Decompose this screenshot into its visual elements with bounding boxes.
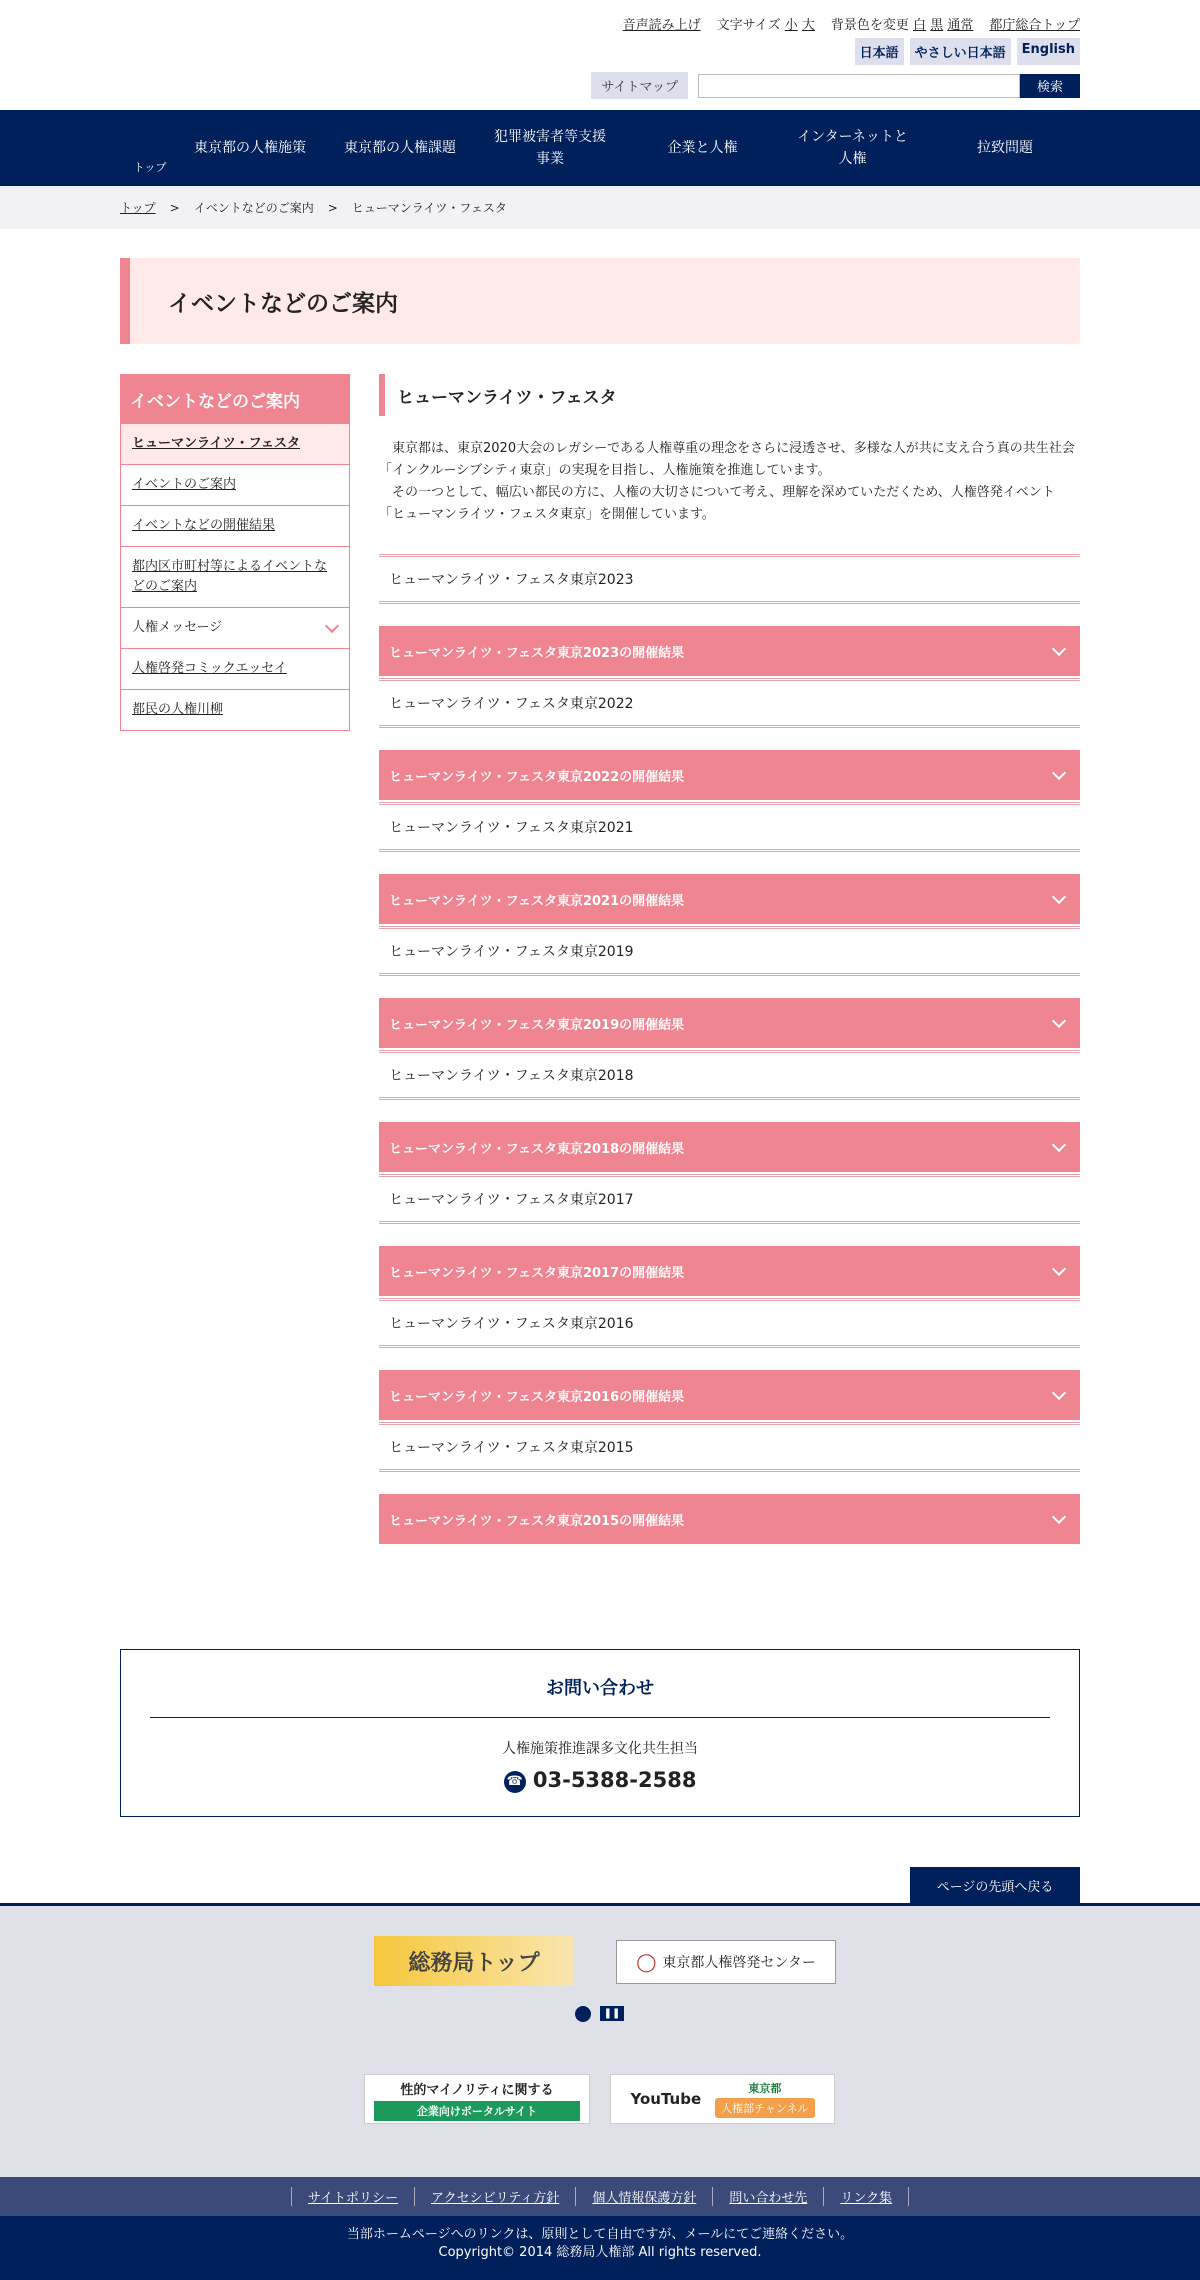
gnav-item-victim-support[interactable]: 犯罪被害者等支援事業 <box>494 129 606 167</box>
sitemap-button[interactable]: サイトマップ <box>591 72 688 99</box>
sidebar-item-comic[interactable]: 人権啓発コミックエッセイ <box>120 649 350 690</box>
chevron-down-icon <box>1052 1262 1066 1276</box>
festa-2018-heading: ヒューマンライツ・フェスタ東京2018 <box>379 1050 1080 1100</box>
gnav-item-abduction[interactable]: 拉致問題 <box>977 140 1033 156</box>
sidebar <box>120 374 350 731</box>
chevron-down-icon <box>1052 766 1066 780</box>
footer-link-privacy[interactable]: 個人情報保護方針 <box>575 2187 712 2206</box>
carousel-dot[interactable] <box>575 2006 591 2022</box>
footer-nav <box>0 2177 1200 2216</box>
footer <box>0 2216 1200 2280</box>
gnav-top[interactable]: トップ <box>133 161 167 174</box>
contact-department: 人権施策推進課多文化共生担当 <box>502 1741 698 1757</box>
lang-easy-japanese[interactable]: やさしい日本語 <box>910 38 1011 65</box>
search-bar <box>591 72 1080 99</box>
footer-link-site-policy[interactable]: サイトポリシー <box>291 2187 414 2206</box>
fontsize-large[interactable]: 大 <box>801 18 815 33</box>
copyright: Copyright© 2014 総務局人権部 All rights reserved. <box>438 2245 762 2260</box>
breadcrumb-separator: > <box>327 200 338 215</box>
festa-2023-result-toggle[interactable] <box>379 626 1080 676</box>
lang-english[interactable]: English <box>1017 38 1080 65</box>
breadcrumb-home[interactable]: トップ <box>120 201 156 215</box>
channel-label-group <box>715 2080 814 2118</box>
utility-bar <box>623 14 1080 33</box>
festa-2021-heading: ヒューマンライツ・フェスタ東京2021 <box>379 802 1080 852</box>
breadcrumb-separator: > <box>169 200 180 215</box>
footer-link-links[interactable]: リンク集 <box>823 2187 909 2206</box>
intro-paragraph-1: 東京都は、東京2020大会のレガシーである人権尊重の理念をさらに浸透させ、多様な人が共に支え合う真の共生社会「インクルーシブシティ東京」の実現を目指し、人権施策を推進しています。 <box>379 441 1075 478</box>
sidebar-item-events[interactable]: イベントのご案内 <box>120 465 350 506</box>
channel-label: 人権部チャンネル <box>715 2098 814 2118</box>
voice-link[interactable]: 音声読み上げ <box>622 18 701 33</box>
tokyo-label: 東京都 <box>748 2082 782 2095</box>
bg-normal[interactable]: 通常 <box>947 18 974 33</box>
toggle-label: ヒューマンライツ・フェスタ東京2021の開催結果 <box>389 893 685 909</box>
phone-number: 03-5388-2588 <box>532 1768 697 1792</box>
sidebar-item-festa[interactable]: ヒューマンライツ・フェスタ <box>120 424 350 465</box>
intro-paragraph-2: その一つとして、幅広い都民の方に、人権の大切さについて考え、理解を深めていただくため、人権啓発イベント「ヒューマンライツ・フェスタ東京」を開催しています。 <box>379 485 1055 522</box>
chevron-down-icon <box>1052 1138 1066 1152</box>
gnav-item-issues[interactable]: 東京都の人権課題 <box>344 140 456 156</box>
bg-label: 背景色を変更 <box>830 18 909 33</box>
sidebar-item-label: 人権メッセージ <box>132 620 223 635</box>
back-to-top-button[interactable]: ページの先頭へ戻る <box>910 1867 1080 1903</box>
tocho-top-link[interactable]: 都庁総合トップ <box>989 18 1080 33</box>
gnav-item-business[interactable]: 企業と人権 <box>667 140 738 156</box>
festa-2022-result-toggle[interactable] <box>379 750 1080 800</box>
toggle-label: ヒューマンライツ・フェスタ東京2022の開催結果 <box>389 769 685 785</box>
festa-2016-result-toggle[interactable] <box>379 1370 1080 1420</box>
festa-2019-heading: ヒューマンライツ・フェスタ東京2019 <box>379 926 1080 976</box>
fontsize-small[interactable]: 小 <box>784 18 798 33</box>
toggle-label: ヒューマンライツ・フェスタ東京2017の開催結果 <box>389 1265 685 1281</box>
language-switch <box>855 38 1080 65</box>
pause-icon[interactable]: ❚❚ <box>600 2006 624 2021</box>
bg-black[interactable]: 黒 <box>930 18 944 33</box>
festa-2021-result-toggle[interactable] <box>379 874 1080 924</box>
accordion-list <box>379 554 1080 1544</box>
gnav-item-internet[interactable]: インターネットと人権 <box>797 129 908 167</box>
toggle-label: ヒューマンライツ・フェスタ東京2015の開催結果 <box>389 1513 685 1529</box>
festa-2015-heading: ヒューマンライツ・フェスタ東京2015 <box>379 1422 1080 1472</box>
bg-control <box>831 14 973 33</box>
toggle-label: ヒューマンライツ・フェスタ東京2023の開催結果 <box>389 645 685 661</box>
toggle-label: ヒューマンライツ・フェスタ東京2019の開催結果 <box>389 1017 685 1033</box>
sidebar-item-results[interactable]: イベントなどの開催結果 <box>120 506 350 547</box>
youtube-label: YouTube <box>630 2090 702 2108</box>
festa-2016-heading: ヒューマンライツ・フェスタ東京2016 <box>379 1298 1080 1348</box>
section-heading: ヒューマンライツ・フェスタ <box>379 374 1080 416</box>
festa-2017-result-toggle[interactable] <box>379 1246 1080 1296</box>
festa-2017-heading: ヒューマンライツ・フェスタ東京2017 <box>379 1174 1080 1224</box>
breadcrumb-current: ヒューマンライツ・フェスタ <box>351 201 507 215</box>
sidebar-item-municipal[interactable]: 都内区市町村等によるイベントなどのご案内 <box>120 547 350 608</box>
jinken-center-banner[interactable] <box>616 1940 836 1984</box>
chevron-down-icon <box>325 619 339 633</box>
banner-area <box>0 1903 1200 2177</box>
footer-link-contact[interactable]: 問い合わせ先 <box>712 2187 823 2206</box>
chevron-down-icon <box>1052 890 1066 904</box>
sidebar-head[interactable]: イベントなどのご案内 <box>120 374 350 424</box>
global-nav <box>0 110 1200 186</box>
festa-2018-result-toggle[interactable] <box>379 1122 1080 1172</box>
gnav-item-policy[interactable]: 東京都の人権施策 <box>194 140 306 156</box>
youtube-logo-icon <box>631 2090 702 2108</box>
toggle-label: ヒューマンライツ・フェスタ東京2016の開催結果 <box>389 1389 685 1405</box>
lgbt-banner-subtitle: 企業向けポータルサイト <box>374 2101 580 2121</box>
chevron-down-icon <box>1052 1014 1066 1028</box>
lgbt-banner-title: 性的マイノリティに関する <box>400 2083 554 2098</box>
youtube-channel-banner[interactable] <box>610 2074 835 2124</box>
footer-notice: 当部ホームページへのリンクは、原則として自由ですが、メールにてご連絡ください。 <box>346 2227 854 2242</box>
festa-2022-heading: ヒューマンライツ・フェスタ東京2022 <box>379 678 1080 728</box>
header <box>0 0 1200 110</box>
chevron-down-icon <box>1052 1386 1066 1400</box>
lgbt-portal-banner[interactable] <box>364 2074 590 2124</box>
center-banner-label: 東京都人権啓発センター <box>662 1955 816 1971</box>
sidebar-item-senryu[interactable]: 都民の人権川柳 <box>120 690 350 731</box>
festa-2023-heading: ヒューマンライツ・フェスタ東京2023 <box>379 554 1080 604</box>
breadcrumb <box>0 186 1200 229</box>
festa-2015-result-toggle[interactable] <box>379 1494 1080 1544</box>
main-content <box>379 374 1080 1546</box>
bg-white[interactable]: 白 <box>913 18 927 33</box>
footer-link-accessibility[interactable]: アクセシビリティ方針 <box>414 2187 575 2206</box>
sidebar-item-message[interactable] <box>120 608 350 649</box>
chevron-down-icon <box>1052 1510 1066 1524</box>
search-input[interactable] <box>698 74 1020 98</box>
festa-2019-result-toggle[interactable] <box>379 998 1080 1048</box>
fontsize-label: 文字サイズ <box>716 18 781 33</box>
toggle-label: ヒューマンライツ・フェスタ東京2018の開催結果 <box>389 1141 685 1157</box>
breadcrumb-parent[interactable]: イベントなどのご案内 <box>193 201 314 215</box>
contact-title: お問い合わせ <box>546 1678 654 1699</box>
lang-japanese[interactable]: 日本語 <box>855 38 904 65</box>
contact-phone <box>121 1768 1079 1793</box>
center-logo-icon: ◯ <box>636 1951 657 1973</box>
fontsize-control <box>717 14 815 33</box>
search-button[interactable]: 検索 <box>1020 74 1080 98</box>
divider <box>150 1717 1050 1718</box>
contact-box <box>120 1649 1080 1817</box>
phone-icon: ☎ <box>504 1771 526 1793</box>
page-title: イベントなどのご案内 <box>120 258 1080 344</box>
chevron-down-icon <box>1052 642 1066 656</box>
soumu-top-banner[interactable]: 総務局トップ <box>374 1936 574 1986</box>
